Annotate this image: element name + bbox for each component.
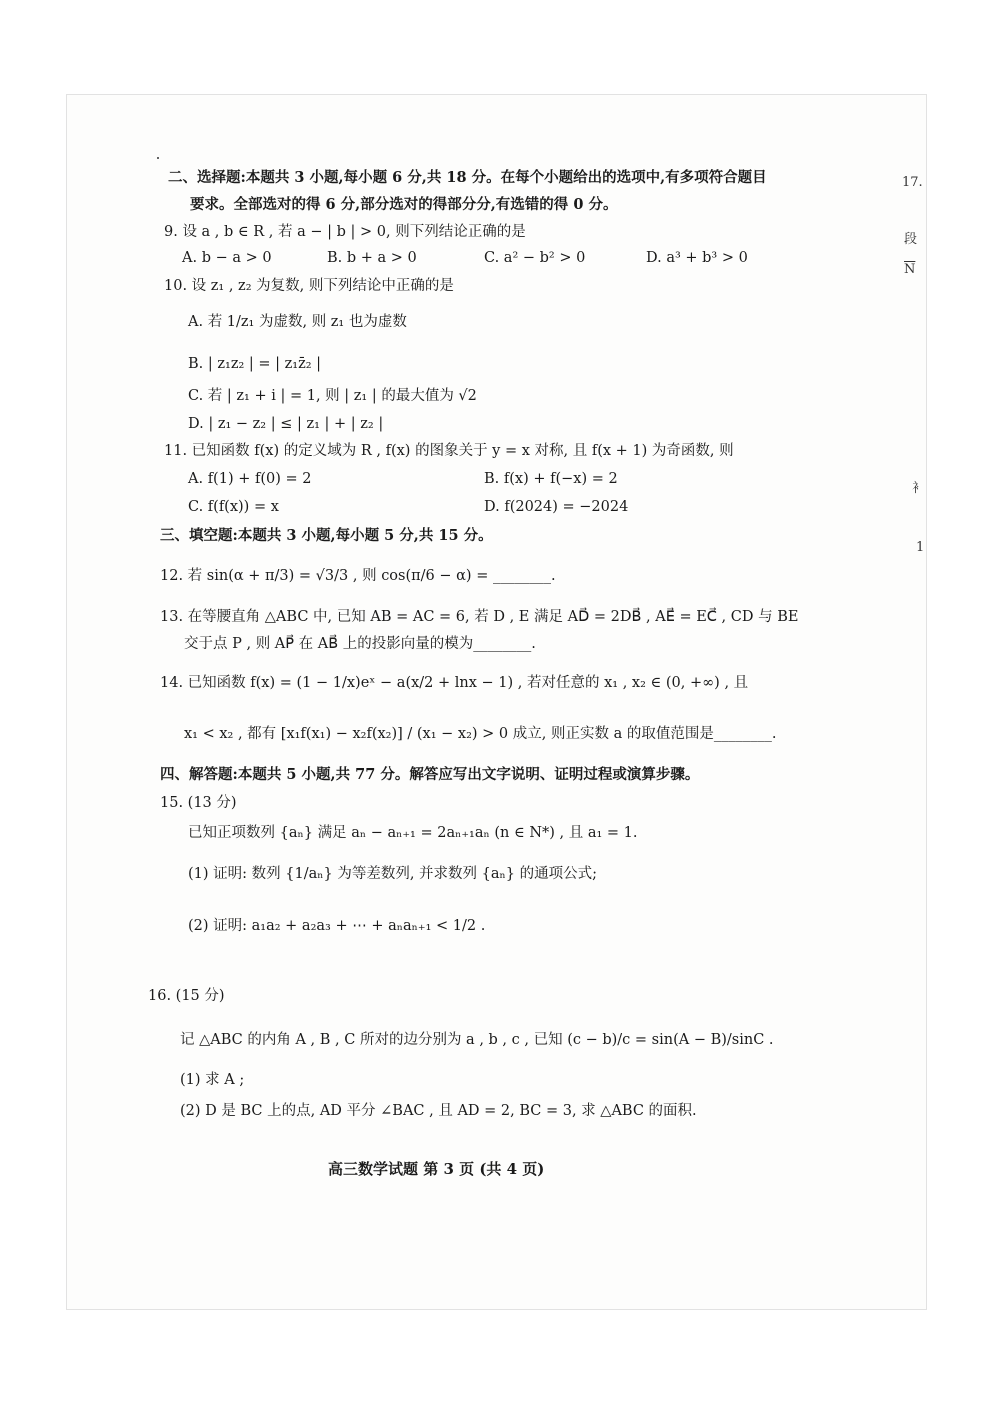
section2-header-line1: 二、选择题:本题共 3 小题,每小题 6 分,共 18 分。在每个小题给出的选项中,有多项符合题目	[168, 169, 767, 186]
section3-header: 三、填空题:本题共 3 小题,每小题 5 分,共 15 分。	[160, 527, 493, 544]
q11-option-b: B. f(x) + f(−x) = 2	[484, 471, 618, 487]
q10-option-c: C. 若 | z₁ + i | = 1, 则 | z₁ | 的最大值为 √2	[188, 388, 477, 404]
section2-header-line2: 要求。全部选对的得 6 分,部分选对的得部分分,有选错的得 0 分。	[190, 196, 618, 213]
edge-mark-1: 1	[916, 540, 925, 555]
edge-mark-17: 17.	[902, 175, 923, 190]
q9-stem: 9. 设 a , b ∈ R , 若 a − | b | > 0, 则下列结论正确的是	[164, 224, 526, 240]
q9-option-d: D. a³ + b³ > 0	[646, 250, 748, 266]
edge-mark-yi: 衤	[912, 481, 926, 496]
q9-option-a: A. b − a > 0	[182, 250, 272, 266]
q11-stem: 11. 已知函数 f(x) 的定义域为 R , f(x) 的图象关于 y = x 对称, 且 f(x + 1) 为奇函数, 则	[164, 443, 734, 459]
ink-dot	[157, 157, 159, 159]
q14-line2: x₁ < x₂ , 都有 [x₁f(x₁) − x₂f(x₂)] / (x₁ − x₂) > 0 成立, 则正实数 a 的取值范围是________.	[184, 726, 777, 742]
q12-text: 12. 若 sin(α + π/3) = √3/3 , 则 cos(π/6 − α) = ________.	[160, 568, 556, 584]
edge-mark-duan: 段	[904, 232, 918, 247]
q9-option-c: C. a² − b² > 0	[484, 250, 586, 266]
q14-line1: 14. 已知函数 f(x) = (1 − 1/x)eˣ − a(x/2 + lnx − 1) , 若对任意的 x₁ , x₂ ∈ (0, +∞) , 且	[160, 675, 749, 691]
page-footer: 高三数学试题 第 3 页 (共 4 页)	[328, 1160, 545, 1178]
q11-option-d: D. f(2024) = −2024	[484, 499, 629, 515]
q16-part1: (1) 求 A ;	[180, 1072, 245, 1088]
q9-option-b: B. b + a > 0	[327, 250, 417, 266]
q10-stem: 10. 设 z₁ , z₂ 为复数, 则下列结论中正确的是	[164, 278, 454, 294]
q11-option-c: C. f(f(x)) = x	[188, 499, 279, 515]
q10-option-b: B. | z₁z₂ | = | z₁z̄₂ |	[188, 356, 322, 372]
q10-option-a: A. 若 1/z₁ 为虚数, 则 z₁ 也为虚数	[188, 314, 407, 330]
q13-line1: 13. 在等腰直角 △ABC 中, 已知 AB = AC = 6, 若 D , E 满足 AD⃗ = 2DB⃗ , AE⃗ = EC⃗ , CD 与 BE	[160, 609, 799, 625]
q15-part2: (2) 证明: a₁a₂ + a₂a₃ + ⋯ + aₙaₙ₊₁ < 1/2 .	[188, 918, 486, 934]
q16-stem: 记 △ABC 的内角 A , B , C 所对的边分别为 a , b , c , 已知 (c − b)/c = sin(A − B)/sinC .	[180, 1032, 774, 1048]
q16-part2: (2) D 是 BC 上的点, AD 平分 ∠BAC , 且 AD = 2, BC = 3, 求 △ABC 的面积.	[180, 1103, 697, 1119]
section4-header: 四、解答题:本题共 5 小题,共 77 分。解答应写出文字说明、证明过程或演算步骤。	[160, 766, 700, 783]
q10-option-d: D. | z₁ − z₂ | ≤ | z₁ | + | z₂ |	[188, 416, 384, 432]
edge-mark-n: $\overline{N}$	[904, 262, 916, 277]
q13-line2: 交于点 P , 则 AP⃗ 在 AB⃗ 上的投影向量的模为________.	[184, 636, 536, 652]
q15-part1: (1) 证明: 数列 {1/aₙ} 为等差数列, 并求数列 {aₙ} 的通项公式;	[188, 866, 598, 882]
q16-number: 16. (15 分)	[148, 988, 225, 1004]
q11-option-a: A. f(1) + f(0) = 2	[188, 471, 312, 487]
q15-stem: 已知正项数列 {aₙ} 满足 aₙ − aₙ₊₁ = 2aₙ₊₁aₙ (n ∈ N*) , 且 a₁ = 1.	[188, 825, 638, 841]
q15-number: 15. (13 分)	[160, 795, 237, 811]
